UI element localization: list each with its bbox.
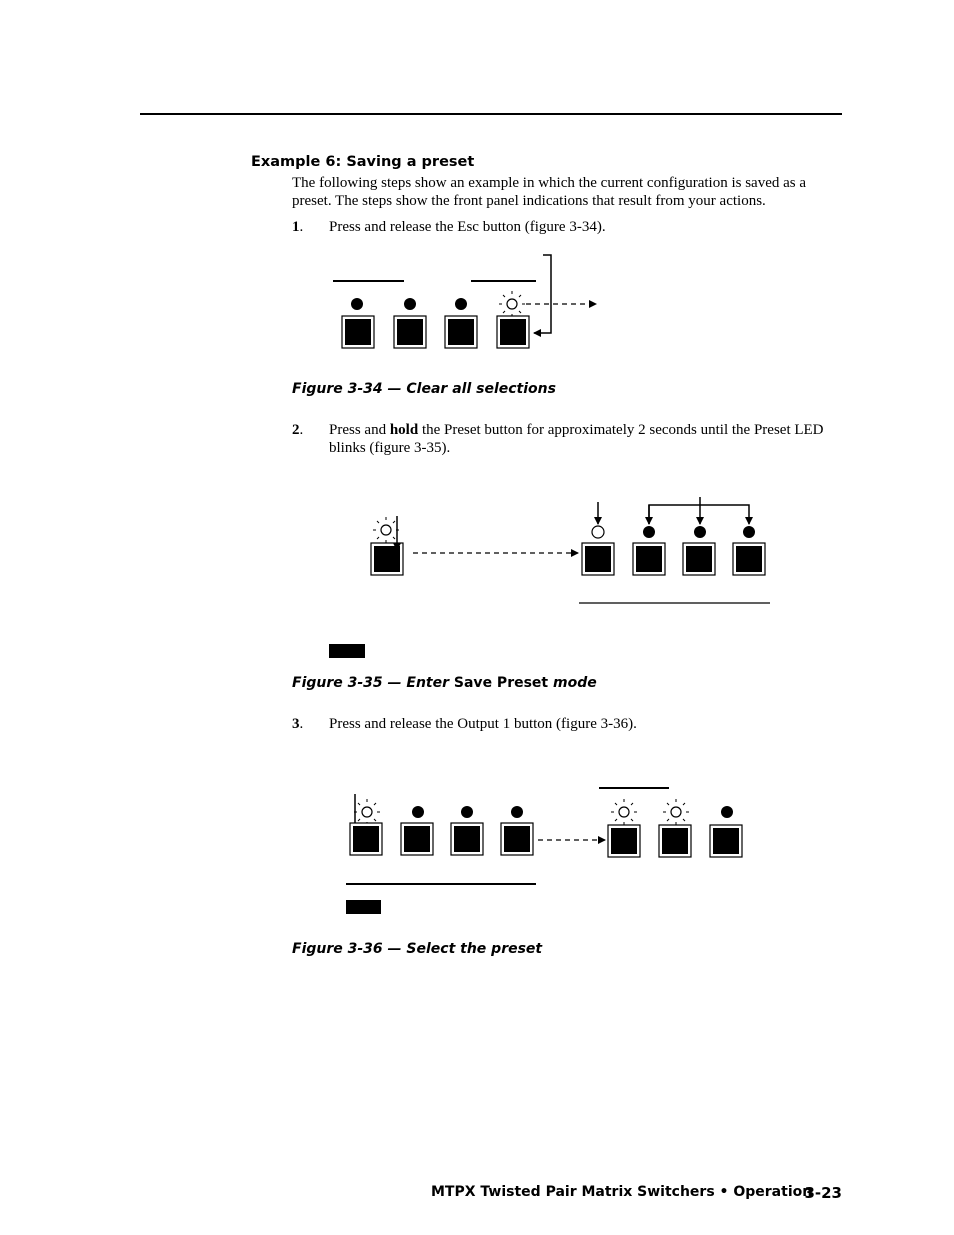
figure-3-35-diagram [0,490,954,665]
step-text: Press and release the Esc button (figure 3-34). [329,219,606,235]
front-panel-button [659,825,691,857]
led-on [743,526,755,538]
blinking-led-icon [354,799,380,825]
figure-3-35-caption: Figure 3-35 — Enter Save Preset mode [292,675,597,691]
led-on [721,806,733,818]
led-on [351,298,363,310]
blinking-led-icon [663,799,689,825]
figure-3-36-diagram [0,780,954,920]
section-heading: Example 6: Saving a preset [251,154,475,170]
page-footer [431,1184,842,1200]
label-box [346,900,381,914]
esc-button [497,316,529,348]
front-panel-button [608,825,640,857]
front-panel-button [445,316,477,348]
step-number: 3. [292,716,304,732]
front-panel-button [633,543,665,575]
front-panel-button [342,316,374,348]
step-text: Press and hold the Preset button for approximately 2 seconds until the Preset LED blinks (figure 3-35). [329,422,824,456]
blinking-led-icon [499,291,525,317]
led-on [511,806,523,818]
preset-button [371,543,403,575]
footer-text: MTPX Twisted Pair Matrix Switchers • Operation [431,1184,813,1200]
front-panel-button [401,823,433,855]
front-panel-button [451,823,483,855]
led-on [455,298,467,310]
step-number: 2. [292,422,304,438]
figure-3-36-caption: Figure 3-36 — Select the preset [292,941,543,957]
output-1-button [350,823,382,855]
led-on [643,526,655,538]
led-on [404,298,416,310]
label-box [329,644,365,658]
step-text: Press and release the Output 1 button (figure 3-36). [329,716,637,732]
page-number: 3-23 [804,1184,842,1202]
indicator-bracket [649,505,749,524]
led-off [592,526,604,538]
blinking-led-icon [611,799,637,825]
led-on [461,806,473,818]
front-panel-button [683,543,715,575]
figure-3-34-diagram [0,250,954,360]
press-arrow [534,255,551,333]
step-number: 1. [292,219,304,235]
figure-3-34-caption: Figure 3-34 — Clear all selections [292,381,556,397]
intro-paragraph: The following steps show an example in which the current configuration is saved as a preset. The steps show the front panel indications that result from your actions. [292,175,807,209]
front-panel-button [710,825,742,857]
header-rule [140,113,842,115]
led-on [412,806,424,818]
front-panel-button [733,543,765,575]
led-on [694,526,706,538]
front-panel-button [394,316,426,348]
blinking-led-icon [373,517,399,543]
front-panel-button [501,823,533,855]
front-panel-button [582,543,614,575]
